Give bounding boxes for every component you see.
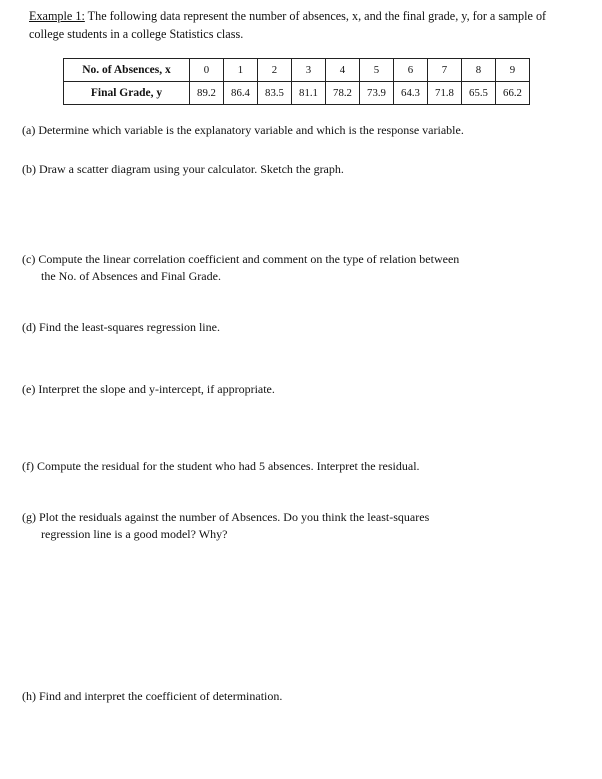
grade-cell: 86.4 [224,82,258,105]
question-g [22,509,562,543]
question-f-text: (f) Compute the residual for the student who had 5 absences. Interpret the residual. [22,459,420,473]
absences-cell: 1 [224,59,258,82]
absences-cell: 0 [190,59,224,82]
data-table [63,58,530,105]
question-g-line2: regression line is a good model? Why? [41,527,228,541]
question-d [22,319,562,336]
question-c-line2: the No. of Absences and Final Grade. [41,269,221,283]
grade-cell: 64.3 [394,82,428,105]
question-a [22,122,562,139]
grade-cell: 66.2 [496,82,530,105]
grade-cell: 65.5 [462,82,496,105]
question-e-text: (e) Interpret the slope and y-intercept, if appropriate. [22,382,275,396]
question-b-text: (b) Draw a scatter diagram using your calculator. Sketch the graph. [22,162,344,176]
question-c [22,251,562,285]
grade-row [64,82,530,105]
absences-cell: 5 [360,59,394,82]
question-d-text: (d) Find the least-squares regression line. [22,320,220,334]
question-b [22,161,562,178]
absences-header: No. of Absences, x [64,59,190,82]
absences-cell: 4 [326,59,360,82]
question-f [22,458,562,475]
grade-cell: 73.9 [360,82,394,105]
absences-cell: 7 [428,59,462,82]
question-h-text: (h) Find and interpret the coefficient of determination. [22,689,283,703]
question-e [22,381,562,398]
absences-cell: 2 [258,59,292,82]
absences-row [64,59,530,82]
grade-cell: 78.2 [326,82,360,105]
grade-cell: 83.5 [258,82,292,105]
example-label: Example 1: [29,9,85,23]
absences-cell: 6 [394,59,428,82]
question-h [22,688,562,705]
grade-header: Final Grade, y [64,82,190,105]
absences-cell: 3 [292,59,326,82]
absences-cell: 8 [462,59,496,82]
question-g-line1: (g) Plot the residuals against the number of Absences. Do you think the least-squares [22,510,430,524]
question-c-line1: (c) Compute the linear correlation coefficient and comment on the type of relation between [22,252,460,266]
example-intro [29,7,574,43]
absences-cell: 9 [496,59,530,82]
example-description: The following data represent the number of absences, x, and the final grade, y, for a sample of college students in a college Statistics class. [29,9,547,41]
grade-cell: 89.2 [190,82,224,105]
grade-cell: 81.1 [292,82,326,105]
question-a-text: (a) Determine which variable is the explanatory variable and which is the response variable. [22,123,464,137]
grade-cell: 71.8 [428,82,462,105]
